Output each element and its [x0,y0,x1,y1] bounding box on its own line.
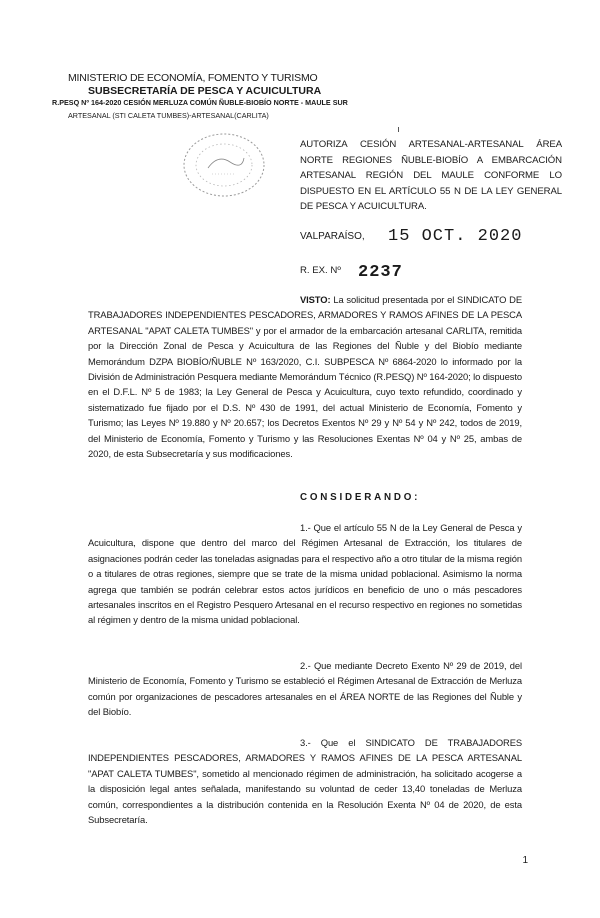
visto-paragraph [88,292,522,461]
considerando-item-1: 1.- Que el artículo 55 N de la Ley General de Pesca y Acuicultura, dispone que dentro del marco del Régimen Artesanal de Extracción, los titulares de asignaciones podrán ceder las toneladas asignadas para el respectivo año a otro titular de la misma región o a titulares de otras regiones, siempre que se trate de la misma unidad poblacional. Asimismo la norma agrega que también se podrán celebrar estos actos jurídicos en beneficio de uno o más pescadores artesanales inscritos en el Registro Pesquero Artesanal en el recurso respectivo en regiones no sometidas al régimen y dentro de la misma unidad poblacional. [88,522,522,626]
considerando-item-2: 2.- Que mediante Decreto Exento Nº 29 de 2019, del Ministerio de Economía, Fomento y Turismo se estableció el Régimen Artesanal de Extracción de Merluza común por organizaciones de pescadores artesanales en el ÁREA NORTE de las Regiones del Ñuble y del Biobío. [88,660,522,718]
considerando-heading: CONSIDERANDO: [300,492,421,503]
considerando-item-3: 3.- Que el SINDICATO DE TRABAJADORES INDEPENDIENTES PESCADORES, ARMADORES Y RAMOS AFINES DE LA PESCA ARTESANAL "APAT CALETA TUMBES", sometido al mencionado régimen de administración, ha solicitado acogerse a la disposición legal antes señalada, manifestando su voluntad de ceder 13,40 toneladas de Merluza común, correspondientes a la distribución contenida en la Resolución Exenta Nº 04 de 2020, de esta Subsecretaría. [88,737,522,826]
resolution-label: R. EX. Nº [300,265,341,276]
resolution-summary: AUTORIZA CESIÓN ARTESANAL-ARTESANAL ÁREA NORTE REGIONES ÑUBLE-BIOBÍO A EMBARCACIÓN ARTESANAL REGIÓN DEL MAULE CONFORME LO DISPUESTO EN EL ARTÍCULO 55 N DE LA LEY GENERAL DE PESCA Y ACUICULTURA. [300,139,562,213]
date-line [300,227,523,246]
official-seal-icon [178,128,270,202]
subsecretariat-name: SUBSECRETARÍA DE PESCA Y ACUICULTURA [88,84,322,97]
date-place: VALPARAÍSO, [300,231,365,242]
date-stamp: 15 OCT. 2020 [388,227,523,246]
ministry-name: MINISTERIO DE ECONOMÍA, FOMENTO Y TURISMO [68,72,318,84]
tick-mark [398,127,399,132]
reference-line: R.PESQ Nº 164-2020 CESIÓN MERLUZA COMÚN ÑUBLE-BIOBÍO NORTE - MAULE SUR [52,98,348,107]
page-number: 1 [522,855,528,866]
resolution-number-line [300,263,403,282]
visto-label: VISTO: [300,294,331,305]
resolution-number: 2237 [358,263,403,282]
document-header [52,72,368,122]
reference-line-2: ARTESANAL (STI CALETA TUMBES)-ARTESANAL(CARLITA) [68,110,269,120]
visto-text: La solicitud presentada por el SINDICATO DE TRABAJADORES INDEPENDIENTES PESCADORES, ARMADORES Y RAMOS AFINES DE LA PESCA ARTESANAL "APAT CALETA TUMBES" y por el armador de la embarcación artesanal CARLITA, remitida por la Dirección Zonal de Pesca y Acuicultura de las Regiones del Ñuble y del Biobío mediante Memorándum DZPA BIOBÍO/ÑUBLE Nº 163/2020, C.I. SUBPESCA Nº 6864-2020 lo informado por la División de Administración Pesquera mediante Memorándum Técnico (R.PESQ) Nº 164-2020; lo dispuesto en el D.F.L. Nº 5 de 1983; la Ley General de Pesca y Acuicultura, cuyo texto refundido, coordinado y sistematizado fue fijado por el D.S. Nº 430 de 1991, del actual Ministerio de Economía, Fomento y Turismo; las Leyes Nº 19.880 y Nº 20.657; los Decretos Exentos Nº 29 y Nº 54 y Nº 242, todos de 2019, del Ministerio de Economía, Fomento y Turismo y las Resoluciones Exentas Nº 04 y Nº 25, ambas de 2020, de esta Subsecretaría y sus modificaciones. [88,294,522,460]
